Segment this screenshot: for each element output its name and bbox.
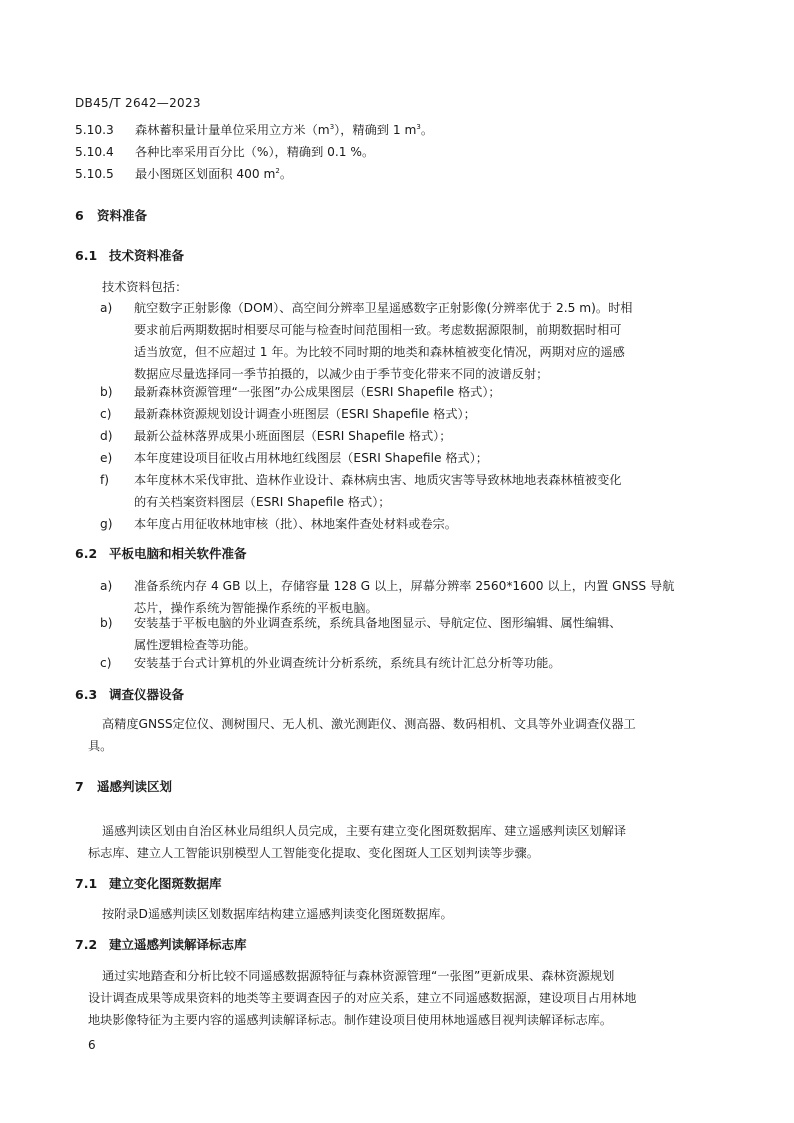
list-text: 最新森林资源规划设计调查小班图层（ESRI Shapefile 格式）；	[134, 407, 476, 421]
paragraph-line: 设计调查成果等成果资料的地类等主要调查因子的对应关系，建立不同遥感数据源，建设项目占用林地	[88, 991, 637, 1005]
list-label: f)	[100, 473, 110, 487]
section-6-3-heading	[75, 684, 184, 706]
list-text: 要求前后两期数据时相要尽可能与检查时间范围相一致。考虑数据源限制，前期数据时相可	[134, 323, 622, 337]
list-label: e)	[100, 451, 113, 465]
section-title: 建立变化图斑数据库	[109, 876, 222, 891]
section-number: 6.3	[75, 687, 98, 702]
paragraph-line: 标志库、建立人工智能识别模型人工智能变化提取、变化图斑人工区划判读等步骤。	[88, 846, 539, 860]
paragraph-line: 遥感判读区划由自治区林业局组织人员完成，主要有建立变化图斑数据库、建立遥感判读区划解译	[102, 824, 627, 838]
section-7-1-heading	[75, 873, 222, 895]
list-label: b)	[100, 385, 113, 399]
clause-text: 森林蓄积量计量单位采用立方米（m	[135, 123, 330, 137]
superscript: 2	[275, 167, 280, 175]
section-6-2-heading	[75, 543, 247, 565]
clause-number: 5.10.5	[75, 167, 114, 181]
section-number: 7.1	[75, 876, 98, 891]
list-text: 航空数字正射影像（DOM）、高空间分辨率卫星遥感数字正射影像(分辨率优于 2.5 m)。时相	[134, 301, 633, 315]
section-number: 7	[75, 779, 84, 794]
paragraph-line: 地块影像特征为主要内容的遥感判读解译标志。制作建设项目使用林地遥感目视判读解译标志库。	[88, 1013, 613, 1027]
section-6-1-heading	[75, 245, 184, 267]
list-label: b)	[100, 616, 113, 630]
section-number: 6	[75, 208, 84, 223]
clause-text: 。	[420, 123, 434, 137]
section-title: 调查仪器设备	[109, 687, 185, 702]
paragraph-line: 按附录D遥感判读区划数据库结构建立遥感判读变化图斑数据库。	[102, 907, 453, 921]
section-number: 7.2	[75, 937, 98, 952]
list-text: 属性逻辑检查等功能。	[134, 638, 256, 652]
clause-number: 5.10.3	[75, 123, 114, 137]
list-text: 本年度林木采伐审批、造林作业设计、森林病虫害、地质灾害等导致林地地表森林植被变化	[134, 473, 622, 487]
list-label: a)	[100, 301, 113, 315]
section-title: 遥感判读区划	[97, 779, 173, 794]
superscript: 3	[329, 123, 335, 131]
clause-text: 各种比率采用百分比（%），精确到 0.1 %。	[135, 145, 375, 159]
section-title: 建立遥感判读解译标志库	[109, 937, 247, 952]
paragraph-line: 通过实地踏查和分析比较不同遥感数据源特征与森林资源管理“一张图”更新成果、森林资源规划	[102, 969, 615, 983]
list-text: 的有关档案资料图层（ESRI Shapefile 格式）；	[134, 495, 391, 509]
section-7-2-heading	[75, 934, 247, 956]
section-number: 6.2	[75, 546, 98, 561]
list-text: 芯片，操作系统为智能操作系统的平板电脑。	[134, 601, 378, 615]
clause-number: 5.10.4	[75, 145, 114, 159]
clause-5-10-4	[75, 141, 374, 163]
section-number: 6.1	[75, 248, 98, 263]
paragraph-line: 具。	[88, 739, 113, 753]
list-text: 安装基于平板电脑的外业调查系统，系统具备地图显示、导航定位、图形编辑、属性编辑、	[134, 616, 622, 630]
section-7-heading	[75, 776, 172, 798]
superscript: 3	[416, 123, 421, 131]
list-text: 本年度建设项目征收占用林地红线图层（ESRI Shapefile 格式）；	[134, 451, 488, 465]
section-title: 平板电脑和相关软件准备	[109, 546, 247, 561]
clause-text: 最小图斑区划面积 400 m	[135, 167, 276, 181]
clause-5-10-3	[75, 119, 433, 141]
clause-5-10-5	[75, 163, 292, 185]
list-text: 本年度占用征收林地审核（批）、林地案件查处材料或卷宗。	[134, 517, 457, 531]
document-code: DB45/T 2642—2023	[75, 96, 201, 110]
list-text: 最新公益林落界成果小班面图层（ESRI Shapefile 格式）；	[134, 429, 452, 443]
list-label: c)	[100, 407, 112, 421]
paragraph-line: 高精度GNSS定位仪、测树围尺、无人机、激光测距仪、测高器、数码相机、文具等外业调查仪器工	[102, 717, 636, 731]
section-6-heading	[75, 205, 147, 227]
list-label: g)	[100, 517, 113, 531]
page-number: 6	[88, 1038, 96, 1052]
section-title: 资料准备	[97, 208, 148, 223]
list-text: 适当放宽，但不应超过 1 年。为比较不同时期的地类和森林植被变化情况，两期对应的遥感	[134, 345, 625, 359]
list-text: 安装基于台式计算机的外业调查统计分析系统，系统具有统计汇总分析等功能。	[134, 656, 561, 670]
clause-text: 。	[279, 167, 293, 181]
section-6-1-intro: 技术资料包括：	[102, 280, 188, 294]
list-label: c)	[100, 656, 112, 670]
section-title: 技术资料准备	[109, 248, 185, 263]
list-text: 数据应尽量选择同一季节拍摄的，以减少由于季节变化带来不同的波谱反射；	[134, 367, 549, 381]
list-text: 准备系统内存 4 GB 以上，存储容量 128 G 以上，屏幕分辨率 2560*1600 以上，内置 GNSS 导航	[134, 579, 675, 593]
list-text: 最新森林资源管理“一张图”办公成果图层（ESRI Shapefile 格式）；	[134, 385, 501, 399]
clause-text: ），精确到 1 m	[334, 123, 417, 137]
list-label: d)	[100, 429, 113, 443]
list-label: a)	[100, 579, 113, 593]
